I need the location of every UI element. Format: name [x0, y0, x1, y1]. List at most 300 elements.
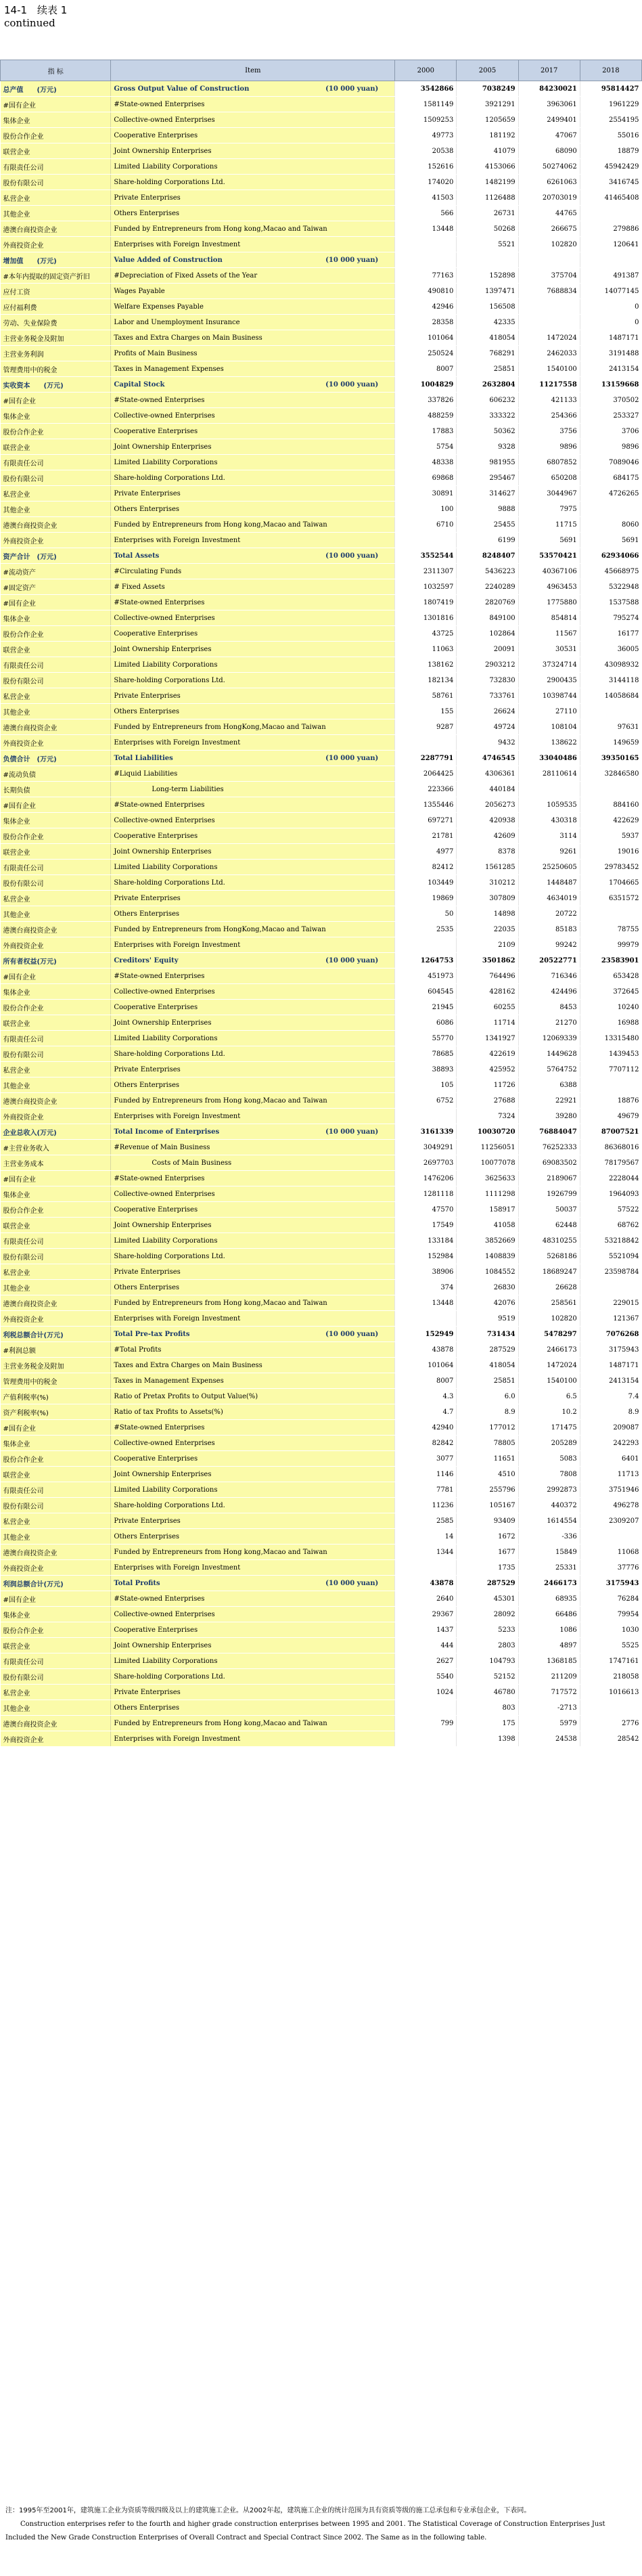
row-label-cn: 主营业务税金及附加 — [1, 330, 111, 346]
row-label-en — [111, 1545, 395, 1560]
value-cell: 10077078 — [457, 1155, 518, 1171]
table-row — [1, 97, 642, 112]
value-cell: 100 — [395, 502, 457, 517]
row-label-cn: 外商投资企业 — [1, 1109, 111, 1124]
value-cell: 2697703 — [395, 1155, 457, 1171]
value-cell: 8378 — [457, 844, 518, 860]
value-cell: 19016 — [580, 844, 641, 860]
row-label-en — [111, 424, 395, 439]
row-label-en — [111, 1233, 395, 1249]
row-label-en — [111, 595, 395, 610]
row-label-en — [111, 1078, 395, 1093]
value-cell — [518, 315, 580, 330]
table-row — [1, 673, 642, 688]
value-cell: 1561285 — [457, 860, 518, 875]
table-row — [1, 128, 642, 143]
section-row — [1, 1327, 642, 1342]
value-cell: 28542 — [580, 1731, 641, 1747]
value-cell: 78179567 — [580, 1155, 641, 1171]
value-cell: 3852669 — [457, 1233, 518, 1249]
value-cell: 2309207 — [580, 1513, 641, 1529]
row-label-en — [111, 1218, 395, 1233]
value-cell: 5478297 — [518, 1327, 580, 1342]
row-label-en — [111, 813, 395, 828]
row-label-cn: #主营业务收入 — [1, 1140, 111, 1155]
row-label-en-text: #State-owned Enterprises — [114, 1174, 205, 1182]
value-cell: 1487171 — [580, 1358, 641, 1373]
value-cell: 6.5 — [518, 1389, 580, 1404]
row-label-en — [111, 657, 395, 673]
row-label-cn: 有限责任公司 — [1, 1653, 111, 1669]
row-label-en-text: Total Pre-tax Profits — [114, 1330, 190, 1338]
value-cell: 1476206 — [395, 1171, 457, 1186]
row-label-en — [111, 642, 395, 657]
row-label-en — [111, 517, 395, 533]
row-label-en — [111, 408, 395, 424]
row-label-en-text: Ratio of tax Profits to Assets(%) — [114, 1408, 223, 1416]
value-cell: 49679 — [580, 1109, 641, 1124]
value-cell: 6.0 — [457, 1389, 518, 1404]
value-cell: 1964093 — [580, 1186, 641, 1202]
value-cell: 6752 — [395, 1093, 457, 1109]
value-cell: 4963453 — [518, 579, 580, 595]
row-label-en — [111, 502, 395, 517]
row-label-cn: 股份合作企业 — [1, 828, 111, 844]
value-cell: 14898 — [457, 906, 518, 922]
row-label-cn: 私营企业 — [1, 190, 111, 206]
value-cell: 1344 — [395, 1545, 457, 1560]
value-cell: 375704 — [518, 268, 580, 284]
value-cell: 314627 — [457, 486, 518, 502]
value-cell: 45301 — [457, 1591, 518, 1607]
row-label-cn: #国有企业 — [1, 1171, 111, 1186]
value-cell: 55770 — [395, 1031, 457, 1046]
value-cell: 1086 — [518, 1622, 580, 1638]
row-label-en — [111, 766, 395, 782]
table-row — [1, 315, 642, 330]
row-label-cn: 联营企业 — [1, 642, 111, 657]
value-cell: 2554195 — [580, 112, 641, 128]
row-label-en — [111, 673, 395, 688]
value-cell: 40367106 — [518, 564, 580, 579]
value-cell: 370502 — [580, 393, 641, 408]
value-cell: 22035 — [457, 922, 518, 937]
row-unit: (10 000 yuan) — [325, 552, 379, 560]
row-label-cn: 集体企业 — [1, 1607, 111, 1622]
row-label-cn: 其他企业 — [1, 1700, 111, 1716]
table-row — [1, 1638, 642, 1653]
row-label-en-text: #State-owned Enterprises — [114, 100, 205, 108]
value-cell: 0 — [580, 315, 641, 330]
table-row — [1, 190, 642, 206]
row-label-en-text: #Total Profits — [114, 1346, 162, 1354]
value-cell: 1540100 — [518, 1373, 580, 1389]
table-row — [1, 704, 642, 719]
row-label-en-text: Enterprises with Foreign Investment — [114, 1563, 241, 1572]
value-cell: 731434 — [457, 1327, 518, 1342]
value-cell: 218058 — [580, 1669, 641, 1685]
row-label-en — [111, 486, 395, 502]
value-cell: 5691 — [518, 533, 580, 548]
value-cell: 4897 — [518, 1638, 580, 1653]
value-cell: 1961229 — [580, 97, 641, 112]
row-label-en-text: Joint Ownership Enterprises — [114, 1641, 212, 1649]
row-label-cn: 增加值 (万元) — [1, 252, 111, 268]
row-label-en — [111, 1638, 395, 1653]
value-cell: 42609 — [457, 828, 518, 844]
row-label-cn: 外商投资企业 — [1, 735, 111, 751]
row-label-en — [111, 330, 395, 346]
table-row — [1, 937, 642, 953]
table-row — [1, 112, 642, 128]
row-label-cn: 集体企业 — [1, 112, 111, 128]
value-cell: 152898 — [457, 268, 518, 284]
row-label-en — [111, 1700, 395, 1716]
value-cell: 2535 — [395, 922, 457, 937]
row-label-en-text: Joint Ownership Enterprises — [114, 645, 212, 653]
row-label-cn: 股份合作企业 — [1, 1451, 111, 1467]
value-cell: 2900435 — [518, 673, 580, 688]
row-label-en-text: Joint Ownership Enterprises — [114, 1019, 212, 1027]
row-label-en — [111, 610, 395, 626]
value-cell: 20722 — [518, 906, 580, 922]
row-label-cn: 集体企业 — [1, 813, 111, 828]
value-cell: 8060 — [580, 517, 641, 533]
row-label-cn: 应付福利费 — [1, 299, 111, 315]
table-row — [1, 1202, 642, 1218]
row-label-cn: #国有企业 — [1, 1420, 111, 1436]
table-row — [1, 1171, 642, 1186]
row-label-cn: 股份合作企业 — [1, 626, 111, 642]
value-cell: 45942429 — [580, 159, 641, 175]
value-cell: 5540 — [395, 1669, 457, 1685]
value-cell: 2228044 — [580, 1171, 641, 1186]
row-label-cn: 股份有限公司 — [1, 673, 111, 688]
row-label-cn: #本年内提取的固定资产折旧 — [1, 268, 111, 284]
value-cell: 8.9 — [580, 1404, 641, 1420]
row-label-cn: #利润总额 — [1, 1342, 111, 1358]
row-label-en-text: Creditors' Equity — [114, 956, 179, 964]
value-cell: 25851 — [457, 361, 518, 377]
row-label-cn: 港澳台商投资企业 — [1, 922, 111, 937]
row-label-cn: 股份有限公司 — [1, 1669, 111, 1685]
row-label-en-text: Limited Liability Corporations — [114, 1034, 218, 1042]
table-row — [1, 891, 642, 906]
value-cell: 7688834 — [518, 284, 580, 299]
row-label-en-text: Labor and Unemployment Insurance — [114, 318, 240, 326]
value-cell: 1111298 — [457, 1186, 518, 1202]
value-cell: 21945 — [395, 1000, 457, 1015]
value-cell: 29783452 — [580, 860, 641, 875]
row-label-en-text: Cooperative Enterprises — [114, 131, 198, 139]
row-label-en — [111, 1529, 395, 1545]
value-cell — [580, 782, 641, 797]
table-row — [1, 1031, 642, 1046]
table-row — [1, 564, 642, 579]
value-cell: 11713 — [580, 1467, 641, 1482]
value-cell: 764496 — [457, 969, 518, 984]
value-cell: 4306361 — [457, 766, 518, 782]
value-cell: 5521 — [457, 237, 518, 252]
value-cell: 47067 — [518, 128, 580, 143]
value-cell: 425952 — [457, 1062, 518, 1078]
value-cell: 13448 — [395, 221, 457, 237]
value-cell: 20703019 — [518, 190, 580, 206]
value-cell: 3963061 — [518, 97, 580, 112]
value-cell: 287529 — [457, 1576, 518, 1591]
value-cell: 1030 — [580, 1622, 641, 1638]
value-cell: 4510 — [457, 1467, 518, 1482]
row-label-en-text: Others Enterprises — [114, 1704, 180, 1712]
value-cell: 606232 — [457, 393, 518, 408]
value-cell: 156508 — [457, 299, 518, 315]
value-cell: 5764752 — [518, 1062, 580, 1078]
row-label-cn: 私营企业 — [1, 1513, 111, 1529]
row-label-en — [111, 1576, 395, 1591]
table-row — [1, 502, 642, 517]
table-row — [1, 1498, 642, 1513]
value-cell: 209087 — [580, 1420, 641, 1436]
row-label-en-text: Enterprises with Foreign Investment — [114, 1735, 241, 1743]
value-cell: 39280 — [518, 1109, 580, 1124]
table-row — [1, 1109, 642, 1124]
row-label-cn: 港澳台商投资企业 — [1, 719, 111, 735]
row-label-cn: 股份有限公司 — [1, 875, 111, 891]
row-label-cn: 外商投资企业 — [1, 1731, 111, 1747]
value-cell: 87007521 — [580, 1124, 641, 1140]
value-cell: 4.7 — [395, 1404, 457, 1420]
row-label-en-text: Total Profits — [114, 1579, 160, 1587]
value-cell: 287529 — [457, 1342, 518, 1358]
row-label-en — [111, 719, 395, 735]
footnote-cn: 注：1995年至2001年，建筑施工企业为资质等级四级及以上的建筑施工企业。从2002年起，建筑施工企业的统计范围为具有资质等级的施工总承包和专业承包企业，下表同。 — [5, 2507, 531, 2514]
row-label-cn: 其他企业 — [1, 1280, 111, 1295]
value-cell: 422619 — [457, 1046, 518, 1062]
column-header-year: 2018 — [580, 60, 641, 81]
value-cell: 6199 — [457, 533, 518, 548]
value-cell: 372645 — [580, 984, 641, 1000]
value-cell: 14 — [395, 1529, 457, 1545]
table-row — [1, 1093, 642, 1109]
value-cell: 3416745 — [580, 175, 641, 190]
table-row — [1, 533, 642, 548]
value-cell: 20538 — [395, 143, 457, 159]
row-label-en — [111, 1093, 395, 1109]
table-row — [1, 455, 642, 470]
row-label-en — [111, 891, 395, 906]
column-header-year: 2017 — [518, 60, 580, 81]
value-cell: 211209 — [518, 1669, 580, 1685]
value-cell — [580, 704, 641, 719]
table-row — [1, 1311, 642, 1327]
row-label-en — [111, 159, 395, 175]
row-label-en — [111, 969, 395, 984]
row-label-en-text: Profits of Main Business — [114, 349, 198, 357]
value-cell: 152949 — [395, 1327, 457, 1342]
value-cell: 1449628 — [518, 1046, 580, 1062]
value-cell: 76884047 — [518, 1124, 580, 1140]
table-title: 14-1 续表 1 — [4, 4, 68, 16]
column-header-year: 2000 — [395, 60, 457, 81]
table-row — [1, 439, 642, 455]
row-label-en-text: Value Added of Construction — [114, 256, 223, 264]
value-cell: 697271 — [395, 813, 457, 828]
row-label-en-text: Wages Payable — [114, 287, 165, 295]
row-label-cn: 企业总收入(万元) — [1, 1124, 111, 1140]
table-row — [1, 1591, 642, 1607]
table-subtitle: continued — [4, 17, 55, 29]
value-cell: 1205659 — [457, 112, 518, 128]
row-label-en-text: Gross Output Value of Construction — [114, 85, 250, 93]
table-row — [1, 1622, 642, 1638]
value-cell: 58761 — [395, 688, 457, 704]
value-cell: 8248407 — [457, 548, 518, 564]
row-label-en — [111, 97, 395, 112]
table-row — [1, 1078, 642, 1093]
row-label-en-text: Enterprises with Foreign Investment — [114, 1314, 241, 1323]
row-label-en-text: Funded by Entrepreneurs from Hong kong,Macao and Taiwan — [114, 1548, 327, 1556]
row-label-en — [111, 455, 395, 470]
row-label-en — [111, 377, 395, 393]
table-row — [1, 1062, 642, 1078]
value-cell: 11063 — [395, 642, 457, 657]
row-label-en — [111, 1280, 395, 1295]
value-cell: 78805 — [457, 1436, 518, 1451]
row-label-en — [111, 688, 395, 704]
value-cell: 8453 — [518, 1000, 580, 1015]
value-cell: 2585 — [395, 1513, 457, 1529]
row-label-en — [111, 1404, 395, 1420]
value-cell: 3756 — [518, 424, 580, 439]
value-cell: 60255 — [457, 1000, 518, 1015]
value-cell: 4746545 — [457, 751, 518, 766]
value-cell — [580, 252, 641, 268]
value-cell: 120641 — [580, 237, 641, 252]
row-label-cn: #国有企业 — [1, 1591, 111, 1607]
value-cell: 29367 — [395, 1607, 457, 1622]
section-row — [1, 377, 642, 393]
row-label-en-text: Limited Liability Corporations — [114, 863, 218, 871]
value-cell — [395, 1731, 457, 1747]
row-label-cn: 资产利税率(%) — [1, 1404, 111, 1420]
value-cell: 1448487 — [518, 875, 580, 891]
row-unit: (10 000 yuan) — [325, 85, 379, 93]
row-label-en — [111, 875, 395, 891]
row-label-cn: 集体企业 — [1, 1436, 111, 1451]
value-cell: 16988 — [580, 1015, 641, 1031]
table-row — [1, 860, 642, 875]
row-label-cn: 联营企业 — [1, 1467, 111, 1482]
value-cell: 28092 — [457, 1607, 518, 1622]
table-row — [1, 424, 642, 439]
value-cell: 1735 — [457, 1560, 518, 1576]
row-label-en — [111, 1046, 395, 1062]
row-label-cn: 外商投资企业 — [1, 937, 111, 953]
value-cell: 6086 — [395, 1015, 457, 1031]
column-header-year: 2005 — [457, 60, 518, 81]
value-cell: 46780 — [457, 1685, 518, 1700]
row-label-en-text: Collective-owned Enterprises — [114, 1610, 215, 1618]
value-cell: 15849 — [518, 1545, 580, 1560]
row-label-en — [111, 112, 395, 128]
section-row — [1, 953, 642, 969]
value-cell — [395, 1700, 457, 1716]
table-row — [1, 1155, 642, 1171]
value-cell: 849100 — [457, 610, 518, 626]
value-cell: 3501862 — [457, 953, 518, 969]
row-label-cn: #国有企业 — [1, 393, 111, 408]
row-label-en — [111, 268, 395, 284]
row-label-en — [111, 128, 395, 143]
table-body — [1, 81, 642, 1747]
row-label-cn: 股份有限公司 — [1, 470, 111, 486]
value-cell: 10240 — [580, 1000, 641, 1015]
row-label-en-text: Total Assets — [114, 552, 160, 560]
row-label-en-text: #State-owned Enterprises — [114, 598, 205, 606]
row-label-en-text: Enterprises with Foreign Investment — [114, 738, 241, 747]
value-cell: 1704665 — [580, 875, 641, 891]
value-cell: 491387 — [580, 268, 641, 284]
value-cell: 45668975 — [580, 564, 641, 579]
row-label-en-text: Share-holding Corporations Ltd. — [114, 474, 225, 482]
table-row — [1, 470, 642, 486]
value-cell — [395, 1560, 457, 1576]
value-cell: 2803 — [457, 1638, 518, 1653]
row-label-en — [111, 828, 395, 844]
value-cell: 2413154 — [580, 1373, 641, 1389]
value-cell: 62934066 — [580, 548, 641, 564]
row-label-en — [111, 1498, 395, 1513]
value-cell: 21270 — [518, 1015, 580, 1031]
row-label-en — [111, 470, 395, 486]
value-cell: 1281118 — [395, 1186, 457, 1202]
value-cell: 11714 — [457, 1015, 518, 1031]
column-header-en: Item — [111, 60, 395, 81]
value-cell: 2064425 — [395, 766, 457, 782]
value-cell: 49773 — [395, 128, 457, 143]
value-cell: 1775880 — [518, 595, 580, 610]
table-row — [1, 1186, 642, 1202]
row-label-cn: #国有企业 — [1, 797, 111, 813]
row-unit: (10 000 yuan) — [325, 1579, 379, 1587]
row-label-en-text: Private Enterprises — [114, 1268, 181, 1276]
row-label-en — [111, 1062, 395, 1078]
value-cell: 23598784 — [580, 1264, 641, 1280]
row-label-en — [111, 361, 395, 377]
value-cell — [518, 252, 580, 268]
table-row — [1, 1669, 642, 1685]
row-label-cn: 港澳台商投资企业 — [1, 1093, 111, 1109]
value-cell: 49724 — [457, 719, 518, 735]
value-cell: 310212 — [457, 875, 518, 891]
row-label-en-text: Others Enterprises — [114, 1532, 180, 1540]
value-cell: 9432 — [457, 735, 518, 751]
row-label-cn: 负债合计 (万元) — [1, 751, 111, 766]
row-label-cn: 股份合作企业 — [1, 1622, 111, 1638]
row-label-en-text: Private Enterprises — [114, 1688, 181, 1696]
value-cell: 52152 — [457, 1669, 518, 1685]
value-cell: 28358 — [395, 315, 457, 330]
table-row — [1, 610, 642, 626]
table-row — [1, 1482, 642, 1498]
value-cell: 3625633 — [457, 1171, 518, 1186]
value-cell: 174020 — [395, 175, 457, 190]
row-label-en-text: Limited Liability Corporations — [114, 162, 218, 171]
row-label-en-text: Others Enterprises — [114, 1283, 180, 1291]
row-label-en — [111, 782, 395, 797]
value-cell: 101064 — [395, 1358, 457, 1373]
value-cell: 1537588 — [580, 595, 641, 610]
